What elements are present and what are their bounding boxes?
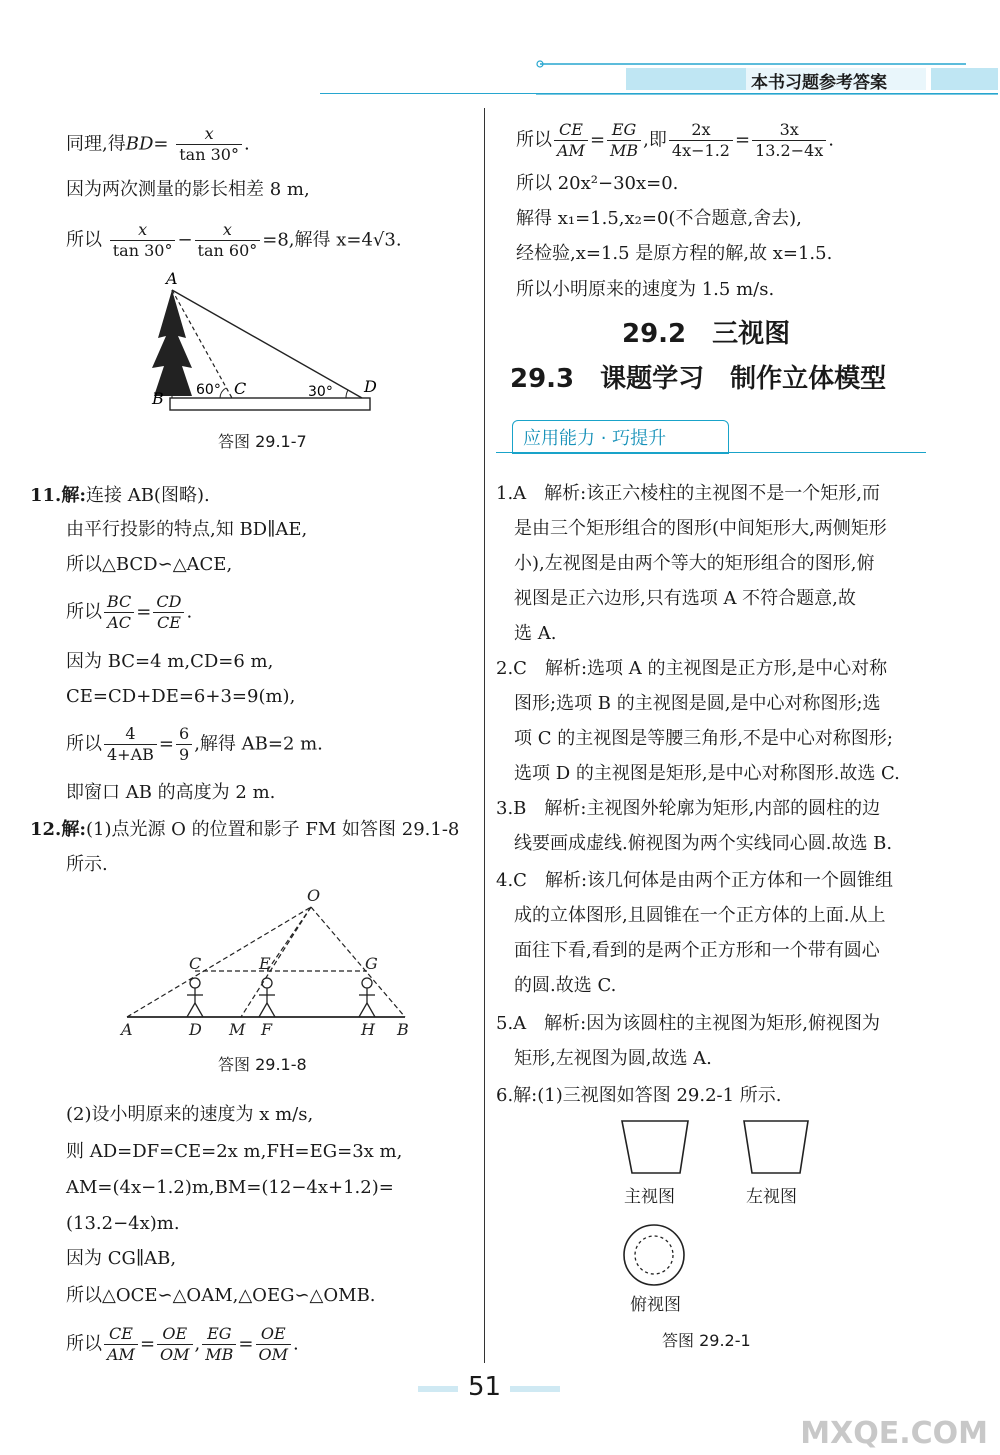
text: 是由三个矩形组合的图形(中间矩形大,两侧矩形: [514, 518, 887, 539]
text: ,解得 AB=2 m.: [194, 733, 323, 755]
text: 矩形,左视图为圆,故选 A.: [514, 1048, 712, 1069]
fraction: $\frac{CE}{AM}$: [554, 120, 588, 161]
figure-29-1-7: [140, 268, 390, 418]
q11-line-2: 由平行投影的特点,知 BD∥AE,: [66, 519, 308, 540]
q12-line-8: 所以△OCE∽△OAM,△OEG∽△OMB.: [66, 1285, 376, 1306]
text: 项 C 的主视图是等腰三角形,不是中心对称图形;: [514, 728, 893, 749]
label-A: A: [121, 1020, 133, 1039]
page-number-decoration: [510, 1386, 560, 1392]
caption-29-2-1: 答图 29.2-1: [662, 1331, 751, 1350]
fraction: $\frac{3x}{13.2-4x}$: [752, 120, 826, 161]
fraction: $\frac{OE}{OM}$: [256, 1324, 292, 1365]
q11-line-3: 所以△BCD∽△ACE,: [66, 554, 233, 575]
header-underline: [320, 93, 998, 94]
q12-line-7: 因为 CG∥AB,: [66, 1248, 177, 1269]
fraction: $\frac{EG}{MB}$: [607, 120, 641, 161]
top-view-label: 俯视图: [630, 1295, 681, 1315]
text: 图形;选项 B 的主视图是圆,是中心对称图形;选: [514, 693, 881, 714]
text: 所以: [66, 1333, 102, 1355]
q11-line-1: [30, 484, 210, 508]
left-line-3: [66, 220, 402, 261]
section-tag-label: 应用能力 · 巧提升: [523, 428, 667, 449]
fraction: $\frac{x}{\tan 30^\circ}$: [176, 124, 242, 165]
figure-29-1-8: [115, 885, 425, 1045]
text: −: [177, 229, 193, 251]
fraction: $\frac{BC}{AC}$: [104, 592, 134, 633]
angle-30: 30°: [308, 384, 333, 400]
page-number: 51: [468, 1372, 502, 1402]
q12-line-9: 所以 $\frac{CE}{AM}$ = $\frac{OE}{OM}$ , $\frac{EG}{MB}$ = $\frac{OE}{OM}$ .: [66, 1324, 299, 1364]
text: (1)点光源 O 的位置和影子 FM 如答图 29.1-8: [85, 819, 460, 840]
header-title: 本书习题参考答案: [751, 73, 887, 93]
label-O: O: [307, 886, 321, 905]
caption-29-1-7: 答图 29.1-7: [218, 432, 307, 451]
text: 视图是正六边形,只有选项 A 不符合题意,故: [514, 588, 856, 609]
section-title-29-3: 29.3 课题学习 制作立体模型: [510, 364, 887, 394]
q11-line-7: 所以 $\frac{4}{4+AB}$ = $\frac{6}{9}$ ,解得 AB=2 m.: [66, 724, 323, 764]
figure-29-2-1: [600, 1115, 840, 1315]
text: 1.A 解析:该正六棱柱的主视图不是一个矩形,而: [496, 483, 880, 504]
label-D: D: [364, 377, 377, 396]
var: BD: [125, 133, 154, 155]
column-divider: [484, 108, 485, 1363]
fraction: $\frac{4}{4+AB}$: [104, 724, 157, 765]
fraction: $\frac{EG}{MB}$: [202, 1324, 236, 1365]
angle-60: 60°: [196, 382, 221, 398]
right-line-5: 所以小明原来的速度为 1.5 m/s.: [516, 279, 775, 300]
label-B: B: [152, 389, 164, 408]
text: =: [153, 133, 169, 155]
text: 同理,得: [66, 133, 126, 155]
section-title-29-2: 29.2 三视图: [622, 319, 791, 349]
label-C: C: [234, 379, 247, 398]
text: 所以: [66, 733, 102, 755]
fraction: $\frac{x}{\tan 60^\circ}$: [195, 220, 261, 261]
text: 所以: [516, 129, 552, 151]
fraction: $\frac{CD}{CE}$: [153, 592, 184, 633]
left-view-label: 左视图: [746, 1187, 797, 1207]
text: .: [243, 133, 250, 155]
label-F: F: [261, 1020, 273, 1039]
fraction: $\frac{2x}{4x-1.2}$: [669, 120, 733, 161]
label-E: E: [259, 954, 271, 973]
text: ,即: [643, 129, 667, 151]
text: 选项 D 的主视图是矩形,是中心对称图形.故选 C.: [514, 763, 900, 784]
text: 连接 AB(图略).: [85, 485, 210, 506]
label-A: A: [166, 269, 178, 288]
page-number-decoration: [418, 1386, 458, 1392]
text: 小),左视图是由两个等大的矩形组合的图形,俯: [514, 553, 875, 574]
top-view-outer-circle: [624, 1225, 684, 1285]
q12-line-2: 所示.: [66, 854, 108, 875]
question-number: 11.解:: [30, 485, 86, 506]
fraction: $\frac{OE}{OM}$: [157, 1324, 193, 1365]
front-view-label: 主视图: [624, 1187, 675, 1207]
text: 3.B 解析:主视图外轮廓为矩形,内部的圆柱的边: [496, 798, 881, 819]
left-line-2: 因为两次测量的影长相差 8 m,: [66, 179, 310, 200]
label-G: G: [365, 954, 378, 973]
text: 面往下看,看到的是两个正方形和一个带有圆心: [514, 940, 880, 961]
q12-line-5: AM=(4x−1.2)m,BM=(12−4x+1.2)=: [66, 1177, 394, 1198]
q11-line-6: CE=CD+DE=6+3=9(m),: [66, 686, 296, 707]
q11-line-4: 所以 $\frac{BC}{AC}$ = $\frac{CD}{CE}$ .: [66, 592, 193, 632]
text: 的圆.故选 C.: [514, 975, 617, 996]
right-line-4: 经检验,x=1.5 是原方程的解,故 x=1.5.: [516, 243, 833, 264]
top-view-inner-circle: [635, 1236, 673, 1274]
text: 线要画成虚线.俯视图为两个实线同心圆.故选 B.: [514, 833, 893, 854]
text: 4.C 解析:该几何体是由两个正方体和一个圆锥组: [496, 870, 894, 891]
caption-29-1-8: 答图 29.1-8: [218, 1055, 307, 1074]
label-M: M: [229, 1020, 246, 1039]
label-D: D: [189, 1020, 202, 1039]
left-line-1: [66, 124, 250, 165]
question-number: 12.解:: [30, 819, 86, 840]
right-line-2: 所以 20x²−30x=0.: [516, 173, 679, 194]
stick-figure-3: [359, 978, 375, 1017]
fraction: $\frac{6}{9}$: [176, 724, 192, 765]
text: 5.A 解析:因为该圆柱的主视图为矩形,俯视图为: [496, 1013, 880, 1034]
tag-underline: [496, 452, 926, 453]
watermark: MXQE.COM: [800, 1416, 988, 1451]
q11-line-5: 因为 BC=4 m,CD=6 m,: [66, 651, 274, 672]
right-line-3: 解得 x₁=1.5,x₂=0(不合题意,舍去),: [516, 208, 802, 229]
section-tag: [512, 420, 729, 454]
answer-6: 6.解:(1)三视图如答图 29.2-1 所示.: [496, 1085, 782, 1106]
text: 2.C 解析:选项 A 的主视图是正方形,是中心对称: [496, 658, 888, 679]
fraction: $\frac{x}{\tan 30^\circ}$: [110, 220, 176, 261]
label-H: H: [361, 1020, 375, 1039]
q12-line-3: (2)设小明原来的速度为 x m/s,: [66, 1104, 314, 1125]
left-view-shape: [744, 1121, 808, 1173]
right-line-1: 所以 $\frac{CE}{AM}$ = $\frac{EG}{MB}$ ,即 $\frac{2x}{4x-1.2}$ = $\frac{3x}{13.2-4x}$ .: [516, 120, 835, 160]
text: =8,解得 x=4√3.: [262, 229, 402, 251]
text: 所以: [66, 229, 102, 251]
text: 选 A.: [514, 623, 557, 644]
fraction: $\frac{CE}{AM}$: [104, 1324, 138, 1365]
q12-line-4: 则 AD=DF=CE=2x m,FH=EG=3x m,: [66, 1141, 403, 1162]
label-B: B: [397, 1020, 409, 1039]
stick-figure-1: [187, 978, 203, 1017]
front-view-shape: [622, 1121, 688, 1173]
text: 所以: [66, 601, 102, 623]
q12-line-1: [30, 818, 459, 842]
label-C: C: [189, 954, 202, 973]
q11-line-8: 即窗口 AB 的高度为 2 m.: [66, 782, 276, 803]
q12-line-6: (13.2−4x)m.: [66, 1213, 180, 1234]
text: 成的立体图形,且圆锥在一个正方体的上面.从上: [514, 905, 886, 926]
